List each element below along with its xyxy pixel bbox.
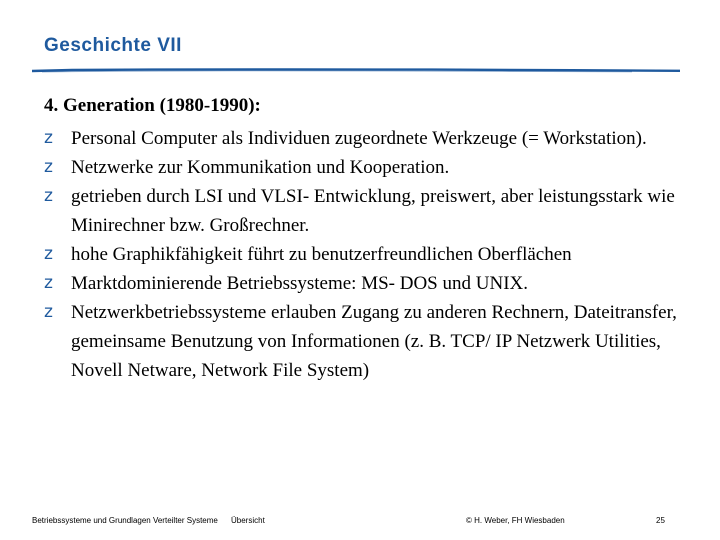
list-item: [44, 298, 684, 385]
slide-title: Geschichte VII: [44, 35, 182, 56]
bullet-text: getrieben durch LSI und VLSI- Entwicklung, preiswert, aber leistungsstark wie Minirechner bzw. Großrechner.: [71, 186, 675, 236]
footer-section-label: Übersicht: [231, 516, 265, 525]
bullet-icon: z: [44, 157, 53, 177]
bullet-icon: z: [44, 244, 53, 264]
page-number: 25: [656, 516, 665, 525]
list-item: [44, 182, 684, 240]
bullet-text: Personal Computer als Individuen zugeordnete Werkzeuge (= Workstation).: [71, 128, 647, 149]
list-item: [44, 153, 684, 182]
bullet-icon: z: [44, 128, 53, 148]
bullet-text: Netzwerke zur Kommunikation und Kooperation.: [71, 157, 450, 178]
bullet-text: hohe Graphikfähigkeit führt zu benutzerfreundlichen Oberflächen: [71, 244, 572, 265]
bullet-text: Netzwerkbetriebssysteme erlauben Zugang zu anderen Rechnern, Dateitransfer, gemeinsame Benutzung von Informationen (z. B. TCP/ IP Netzwerk Utilities, Novell Netware, Network File System): [71, 302, 677, 381]
bullet-list: [44, 124, 684, 385]
section-heading: 4. Generation (1980-1990):: [44, 95, 261, 116]
bullet-icon: z: [44, 273, 53, 293]
bullet-icon: z: [44, 302, 53, 322]
footer-course-title: Betriebssysteme und Grundlagen Verteilter Systeme: [32, 516, 218, 525]
footer-copyright: © H. Weber, FH Wiesbaden: [466, 516, 565, 525]
list-item: [44, 240, 684, 269]
list-item: [44, 124, 684, 153]
bullet-icon: z: [44, 186, 53, 206]
bullet-text: Marktdominierende Betriebssysteme: MS- DOS und UNIX.: [71, 273, 528, 294]
title-underline-rule: [32, 66, 680, 74]
list-item: [44, 269, 684, 298]
